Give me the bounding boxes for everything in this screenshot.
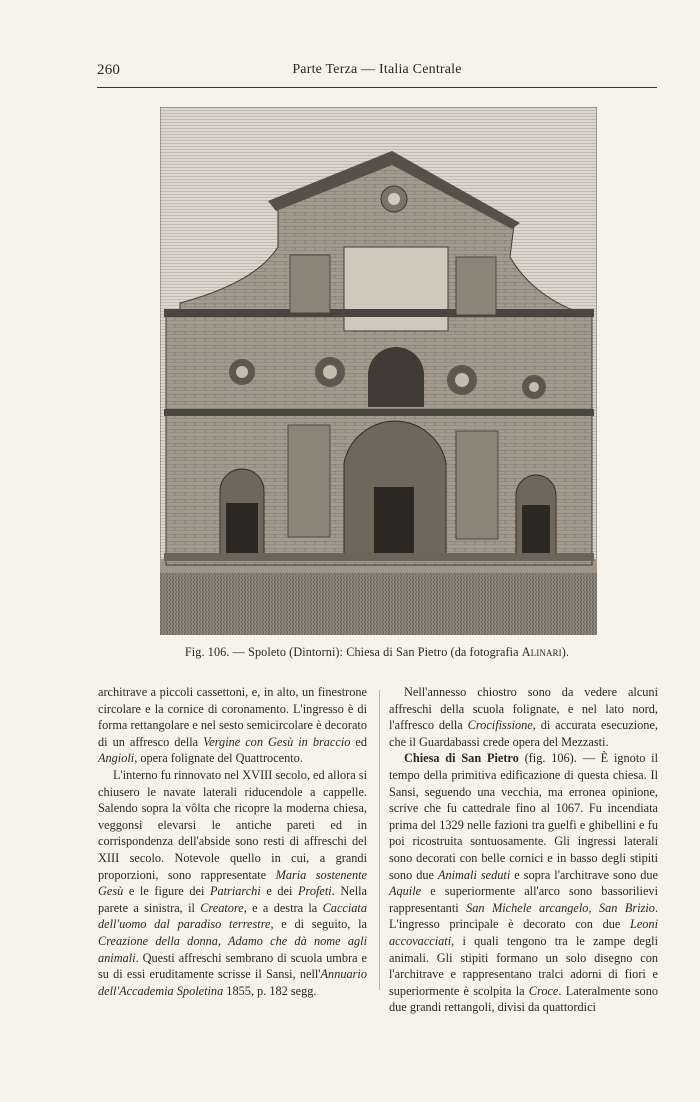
caption-end: ). [561,645,570,659]
figure-caption [97,645,657,660]
text-run: e dei [260,884,298,899]
italic-title: Leoni accovacciati [389,917,658,948]
left-paragraph-1 [98,684,367,767]
page-header [97,62,657,84]
italic-title: San Michele arcangelo, San Brizio [466,900,655,915]
italic-title: Cacciata dell'uomo dal paradiso terrestre [98,900,367,932]
text-run: . Nella parete a sinistra, il [98,884,367,915]
text-run: . Lateralmente sono due grandi rettangoli, divisi da quattordici [389,983,659,1015]
italic-title: Angioli [98,751,135,766]
left-column [98,684,367,999]
italic-title: Animali seduti [437,867,511,882]
text-run: , i quali tengono tra le zampe degli animali. Gli stipiti formano un solo disegno con l'architrave e rappresentano tralci adorni di fiori e superiormente è scolpita la [389,933,658,998]
left-paragraph-2 [98,767,367,999]
text-run: (fig. 106). — È ignoto il tempo della primitiva edificazione di questa chiesa. Il Sansi, seguendo una vecchia, ma erronea opinione, scrive che fu cattedrale fino al 1067. Fu incendiata prima del 1329 nelle fazioni tra guelfi e ghibellini e fu poi ricostruita sontuosamente. Gli ingressi laterali sono decorati con belle cornici e in basso degli stipiti sono due [389,751,658,882]
text-run: e sopra l'architrave sono due [510,867,659,882]
text-run: , e a destra la [243,900,323,915]
text-run: . L'ingresso principale è decorato con due [389,900,659,932]
right-paragraph-1 [389,684,658,750]
italic-title: Creatore [200,900,244,915]
text-run: 1855, p. 182 segg. [223,983,317,998]
italic-title: Patriarchi [209,884,261,899]
italic-title: Vergine con Gesù in braccio [203,734,351,749]
italic-title: Maria sostenente Gesù [98,867,367,899]
caption-text: Fig. 106. — Spoleto (Dintorni): Chiesa di San Pietro (da fotografia [184,645,522,659]
italic-title: Creazione della donna, Adamo che dà nome agli animali [98,933,367,965]
text-run: L'interno fu rinnovato nel XVIII secolo, ed allora si chiusero le navate laterali riducendole a cappelle. Salendo sopra la vôlta che ricopre la moderna chiesa, veggonsi elevarsi le antiche pareti ed in corrispondenza dell'abside sono resti di affreschi del XIII secolo. Notevole quello in cui, a grandi proporzioni, sono rappresentate [98,767,367,882]
right-paragraph-2 [389,750,658,1016]
header-rule [97,87,657,88]
italic-title: Profeti [298,884,332,899]
italic-title: Croce [528,983,559,998]
column-divider [379,690,380,990]
text-run: , e di seguito, la [270,917,367,932]
caption-photo-credit: Alinari [521,645,562,659]
section-heading: Chiesa di San Pietro [404,751,519,766]
text-run: . Questi affreschi sembrano di scuola umbra e su di essi eruditamente scrisse il Sansi, nell' [98,950,367,982]
italic-title: Annuario dell'Accademia Spoletina [98,967,367,998]
italic-title: Aquile [389,884,422,899]
italic-title: Crocifissione [467,718,533,733]
text-run: e superiormente all'arco sono bassorilievi rappresentanti [389,884,658,915]
text-run: Nell'annesso chiostro sono da vedere alcuni affreschi della scuola folignate, e nel lato nord, l'affresco della [389,685,658,733]
text-run: , di accurata esecuzione, che il Guardabassi crede opera del Mezzasti. [389,718,658,749]
page-number: 260 [97,62,121,78]
text-run: e le figure dei [123,884,210,899]
text-run: architrave a piccoli cassettoni, e, in alto, un finestrone circolare e la cornice di coronamento. L'ingresso è di forma rettangolare e nel sesto semicircolare è decorato di un affresco della [98,685,367,749]
running-title: Parte Terza — Italia Centrale [292,62,462,77]
text-run: , opera folignate del Quattrocento. [134,751,303,766]
right-column [389,684,658,1016]
church-facade-engraving [160,107,597,635]
text-run: ed [350,734,367,749]
